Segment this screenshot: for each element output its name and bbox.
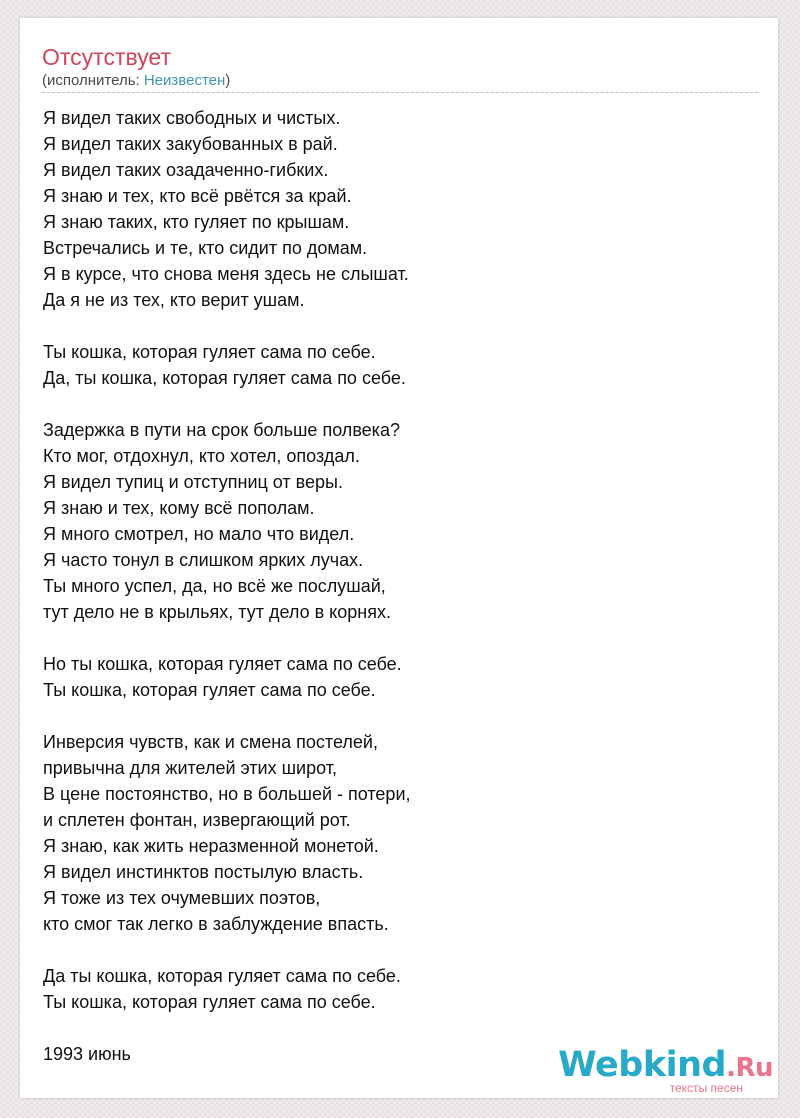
artist-line (42, 72, 230, 90)
lyrics-line: Да я не из тех, кто верит ушам. (43, 290, 305, 310)
lyrics-line: Я видел таких закубованных в рай. (43, 134, 338, 154)
lyrics-line: 1993 июнь (43, 1044, 131, 1064)
lyrics-line: Я видел таких озадаченно-гибких. (43, 160, 329, 180)
lyrics-line: Я видел таких свободных и чистых. (43, 108, 341, 128)
lyrics-line: Я в курсе, что снова меня здесь не слышат. (43, 264, 409, 284)
header-divider (42, 92, 758, 93)
artist-link[interactable]: Неизвестен (143, 72, 226, 89)
lyrics-line: Ты кошка, которая гуляет сама по себе. (43, 680, 376, 700)
lyrics-card (20, 18, 778, 1098)
site-logo[interactable] (558, 1047, 773, 1094)
lyrics-line: тут дело не в крыльях, тут дело в корнях. (43, 602, 391, 622)
lyrics-line: Задержка в пути на срок больше полвека? (43, 420, 400, 440)
lyrics-line: Я много смотрел, но мало что видел. (43, 524, 355, 544)
lyrics-line: Я знаю и тех, кто всё рвётся за край. (43, 186, 352, 206)
artist-suffix: ) (225, 72, 231, 89)
lyrics-line: Ты много успел, да, но всё же послушай, (43, 576, 386, 596)
lyrics-line: Но ты кошка, которая гуляет сама по себе. (43, 654, 402, 674)
lyrics-line: Я знаю таких, кто гуляет по крышам. (43, 212, 350, 232)
lyrics-line: Я знаю и тех, кому всё пополам. (43, 498, 315, 518)
lyrics-line: и сплетен фонтан, извергающий рот. (43, 810, 351, 830)
logo-tld: .Ru (726, 1053, 773, 1083)
lyrics-line: Да, ты кошка, которая гуляет сама по себе. (43, 368, 406, 388)
lyrics-line: Да ты кошка, которая гуляет сама по себе. (43, 966, 401, 986)
song-title: Отсутствует (42, 44, 171, 70)
lyrics-line: Я видел тупиц и отступниц от веры. (43, 472, 343, 492)
lyrics-line: Ты кошка, которая гуляет сама по себе. (43, 992, 376, 1012)
lyrics-line: Встречались и те, кто сидит по домам. (43, 238, 368, 258)
lyrics-text (43, 105, 411, 1067)
lyrics-line: Я часто тонул в слишком ярких лучах. (43, 550, 364, 570)
logo-tagline: тексты песен (669, 1081, 743, 1095)
logo-name: Webkind (558, 1045, 727, 1085)
lyrics-line: В цене постоянство, но в большей - потери, (43, 784, 411, 804)
lyrics-line: Я тоже из тех очумевших поэтов, (43, 888, 321, 908)
lyrics-line: Ты кошка, которая гуляет сама по себе. (43, 342, 376, 362)
lyrics-line: Я видел инстинктов постылую власть. (43, 862, 364, 882)
lyrics-line: кто смог так легко в заблуждение впасть. (43, 914, 389, 934)
lyrics-line: привычна для жителей этих широт, (43, 758, 337, 778)
lyrics-line: Кто мог, отдохнул, кто хотел, опоздал. (43, 446, 360, 466)
lyrics-line: Инверсия чувств, как и смена постелей, (43, 732, 378, 752)
lyrics-line: Я знаю, как жить неразменной монетой. (43, 836, 379, 856)
artist-prefix: (исполнитель: (42, 72, 144, 89)
